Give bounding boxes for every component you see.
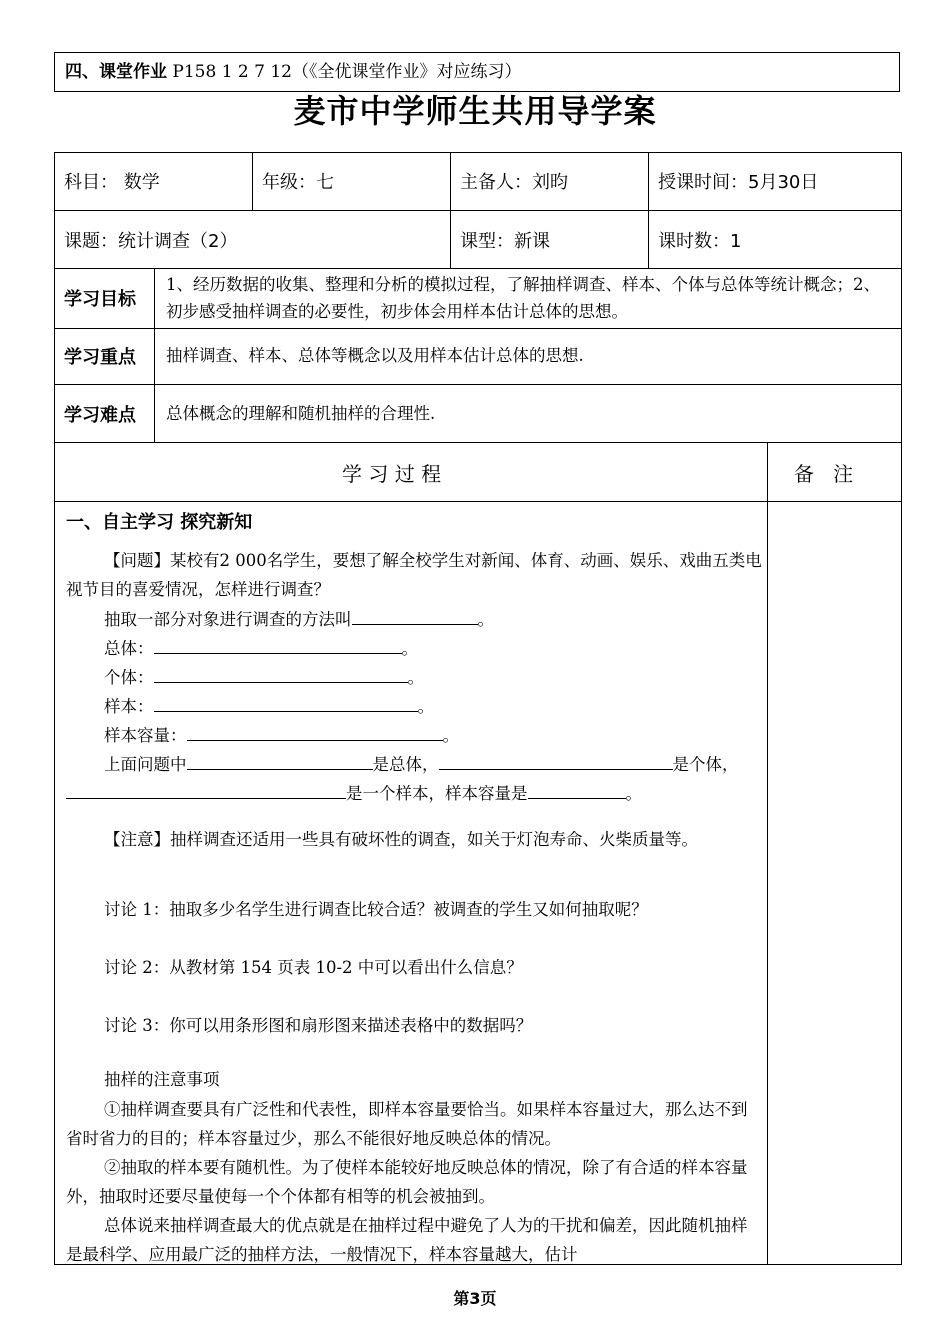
process-header: 学 习 过 程 (342, 462, 442, 486)
answer-blank (66, 784, 346, 799)
sampling-question-text: 抽取一部分对象进行调查的方法叫 (104, 610, 352, 629)
attention-title: 抽样的注意事项 (104, 1070, 220, 1089)
periods-cell: 课时数：1 (658, 231, 742, 252)
col-divider (767, 442, 768, 1265)
population-question (104, 635, 418, 659)
topic-cell: 课题：统计调查（2） (64, 231, 238, 252)
above-question-line1 (104, 751, 739, 775)
grade-cell: 年级：七 (262, 172, 334, 193)
subject-cell: 科目： 数学 (64, 172, 160, 193)
problem-paragraph: 【问题】某校有2 000名学生，要想了解全校学生对新闻、体育、动画、娱乐、戏曲五类电视节目的喜爱情况，怎样进行调查？ (66, 551, 762, 599)
discussion-1: 讨论 1：抽取多少名学生进行调查比较合适？被调查的学生又如何抽取呢？ (104, 900, 648, 919)
individual-question-text: 个体： (104, 668, 154, 687)
difficulties-label: 学习难点 (64, 405, 136, 426)
row-divider (54, 328, 902, 329)
answer-blank (187, 726, 443, 741)
discussion-3: 讨论 3：你可以用条形图和扇形图来描述表格中的数据吗？ (104, 1016, 533, 1035)
answer-blank (528, 784, 626, 799)
answer-blank (187, 755, 373, 770)
difficulties-text: 总体概念的理解和随机抽样的合理性. (166, 404, 436, 423)
sample-size-question (104, 722, 459, 746)
answer-blank (154, 639, 402, 654)
preparer-cell: 主备人：刘昀 (460, 172, 568, 193)
point-1: ①抽样调查要具有广泛性和代表性，即样本容量要恰当。如果样本容量过大，那么达不到省时省力的目的；样本容量过少，那么不能很好地反映总体的情况。 (66, 1100, 748, 1148)
period-mark: 。 (477, 610, 494, 629)
period-mark: 。 (625, 784, 642, 803)
row-divider (54, 268, 902, 269)
period-mark: 。 (442, 726, 459, 745)
row-divider (54, 501, 902, 502)
goals-text: 1、经历数据的收集、整理和分析的模拟过程，了解抽样调查、样本、个体与总体等统计概念；2、初步感受抽样调查的必要性，初步体会用样本估计总体的思想。 (166, 275, 880, 321)
above-text-3: 是个体， (672, 755, 739, 774)
goals-label: 学习目标 (64, 289, 136, 310)
page-title: 麦市中学师生共用导学案 (293, 92, 657, 130)
col-divider (252, 152, 253, 210)
section-title: 一、自主学习 探究新知 (66, 512, 253, 533)
above-question-line2 (66, 780, 642, 804)
above-text-4: 是一个样本，样本容量是 (346, 784, 528, 803)
col-divider (450, 152, 451, 268)
key-points-text: 抽样调查、样本、总体等概念以及用样本估计总体的思想. (166, 346, 584, 365)
summary-paragraph: 总体说来抽样调查最大的优点就是在抽样过程中避免了人为的干扰和偏差，因此随机抽样是最科学、应用最广泛的抽样方法，一般情况下，样本容量越大，估计 (66, 1216, 748, 1264)
key-points-label: 学习重点 (64, 347, 136, 368)
page-number: 第3页 (453, 1289, 497, 1308)
lesson-type-cell: 课型：新课 (460, 231, 550, 252)
row-divider (54, 442, 902, 443)
homework-text: P158 1 2 7 12（《全优课堂作业》对应练习） (172, 62, 522, 82)
answer-blank (154, 668, 408, 683)
population-question-text: 总体： (104, 639, 154, 658)
row-divider (54, 210, 902, 211)
row-divider (54, 384, 902, 385)
answer-blank (439, 755, 673, 770)
col-divider (154, 268, 155, 442)
period-mark: 。 (401, 639, 418, 658)
sample-question (104, 693, 434, 717)
date-cell: 授课时间：5月30日 (658, 172, 819, 193)
notes-header: 备 注 (794, 462, 854, 486)
note-paragraph: 【注意】抽样调查还适用一些具有破坏性的调查，如关于灯泡寿命、火柴质量等。 (104, 830, 698, 849)
above-text-2: 是总体， (372, 755, 439, 774)
period-mark: 。 (407, 668, 424, 687)
discussion-2: 讨论 2：从教材第 154 页表 10-2 中可以看出什么信息？ (104, 958, 523, 977)
sampling-question (104, 606, 494, 630)
answer-blank (352, 610, 478, 625)
sample-question-text: 样本： (104, 697, 154, 716)
point-2: ②抽取的样本要有随机性。为了使样本能较好地反映总体的情况，除了有合适的样本容量外，抽取时还要尽量使每一个个体都有相等的机会被抽到。 (66, 1158, 748, 1206)
period-mark: 。 (417, 697, 434, 716)
sample-size-question-text: 样本容量： (104, 726, 187, 745)
col-divider (648, 152, 649, 268)
answer-blank (154, 697, 418, 712)
above-text-1: 上面问题中 (104, 755, 187, 774)
homework-label: 四、课堂作业 (65, 62, 167, 82)
individual-question (104, 664, 424, 688)
